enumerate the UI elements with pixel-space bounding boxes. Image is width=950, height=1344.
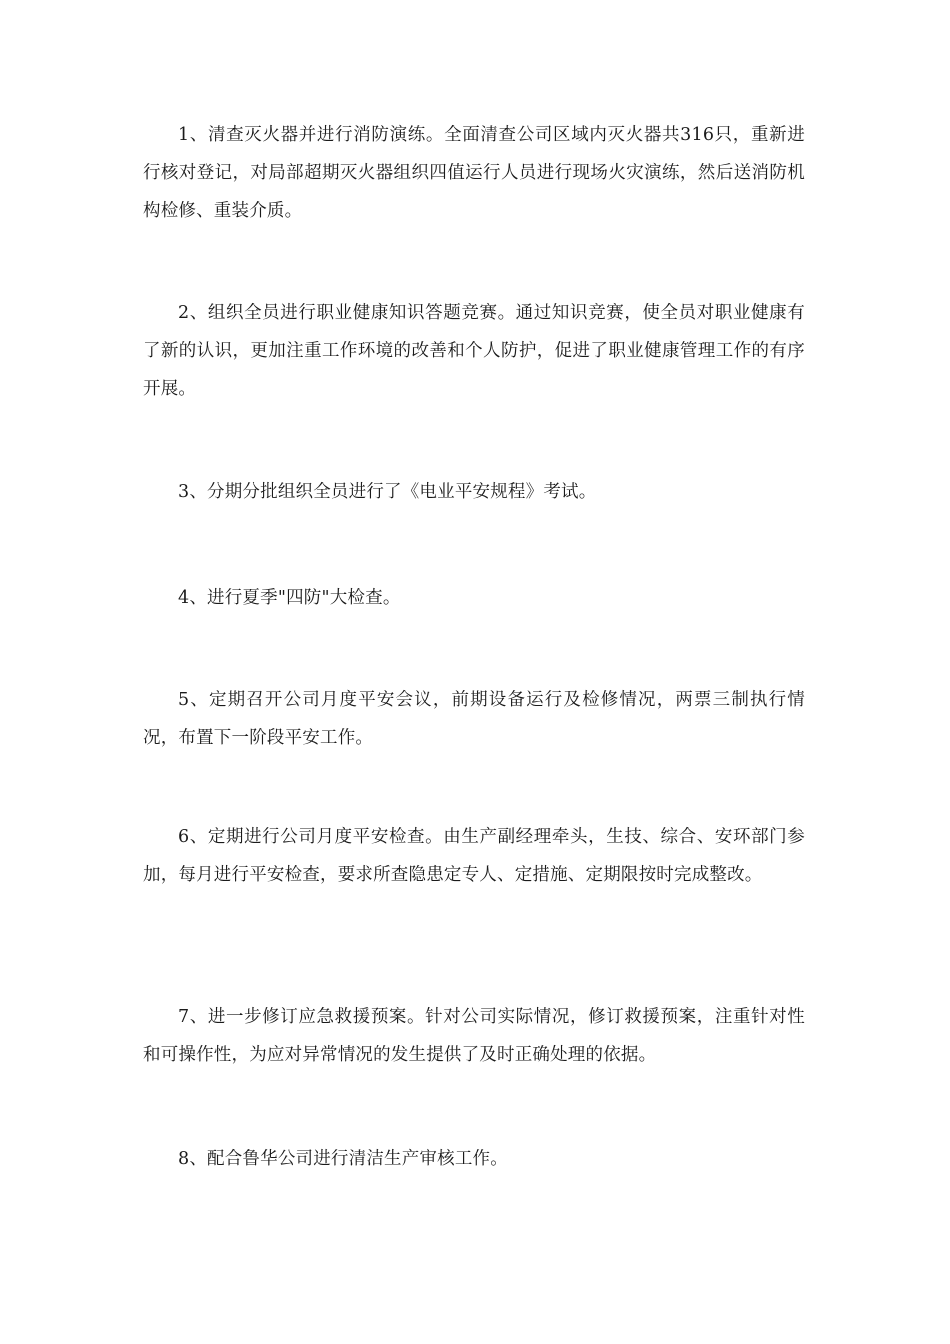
paragraph-item-6: 6、定期进行公司月度平安检查。由生产副经理牵头，生技、综合、安环部门参加，每月进行平安检查，要求所查隐患定专人、定措施、定期限按时完成整改。 bbox=[143, 827, 805, 885]
paragraph-item-8: 8、配合鲁华公司进行清洁生产审核工作。 bbox=[178, 1149, 508, 1169]
paragraph-item-1: 1、清查灭火器并进行消防演练。全面清查公司区域内灭火器共316只，重新进行核对登记，对局部超期灭火器组织四值运行人员进行现场火灾演练，然后送消防机构检修、重装介质。 bbox=[143, 125, 805, 221]
paragraph-item-7: 7、进一步修订应急救援预案。针对公司实际情况，修订救援预案，注重针对性和可操作性，为应对异常情况的发生提供了及时正确处理的依据。 bbox=[143, 1007, 805, 1065]
paragraph-item-2: 2、组织全员进行职业健康知识答题竞赛。通过知识竞赛，使全员对职业健康有了新的认识，更加注重工作环境的改善和个人防护，促进了职业健康管理工作的有序开展。 bbox=[143, 303, 805, 399]
paragraph-item-4: 4、进行夏季"四防"大检查。 bbox=[178, 588, 401, 608]
paragraph-item-5: 5、定期召开公司月度平安会议，前期设备运行及检修情况，两票三制执行情况，布置下一阶段平安工作。 bbox=[143, 690, 805, 748]
paragraph-item-3: 3、分期分批组织全员进行了《电业平安规程》考试。 bbox=[178, 482, 597, 502]
